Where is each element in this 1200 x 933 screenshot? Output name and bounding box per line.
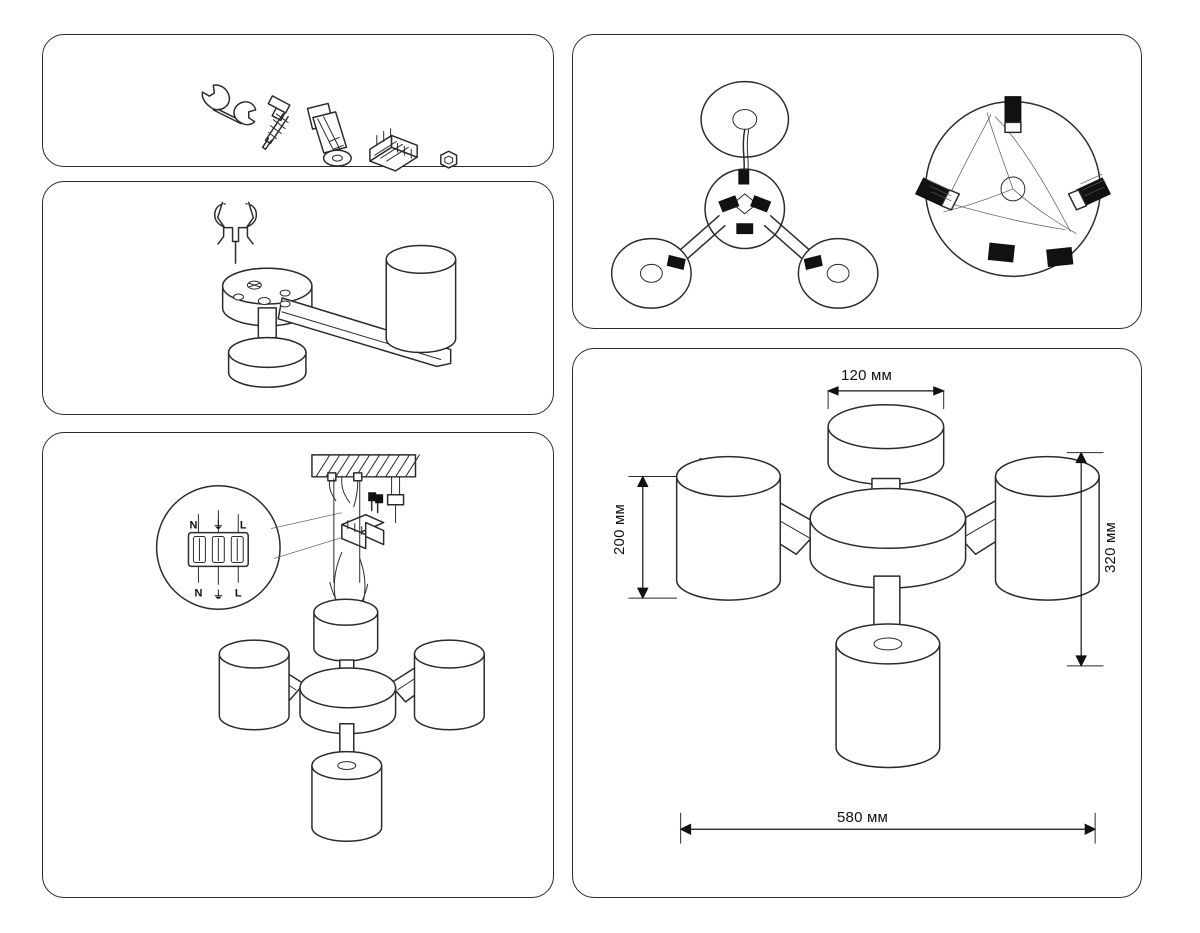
- dimensions-panel: [572, 348, 1142, 898]
- ceiling-bracket: [223, 268, 312, 387]
- wire-label-earth-top: ⏚: [212, 519, 224, 532]
- wiring-and-assembly-panel: [42, 432, 554, 898]
- hex-nut-icon: [441, 151, 457, 168]
- wire-label-l-bottom: L: [234, 587, 242, 600]
- fixture-bottom-view: [916, 35, 1200, 276]
- bracket-mounting-panel: [42, 181, 554, 415]
- wiring-detail-callout: [157, 486, 342, 609]
- fixture-overview-panel: [572, 34, 1142, 329]
- wrench-icon: [215, 202, 257, 263]
- dowel-icon: [305, 101, 351, 156]
- wrench-icon: [202, 85, 255, 125]
- dimension-label-arm-height: 200 мм: [611, 503, 629, 556]
- fixture-perspective-view: [612, 82, 878, 308]
- terminal-block-icon: [370, 129, 417, 171]
- dimension-label-top-width: 120 мм: [841, 367, 893, 384]
- fixture-dimension-view: [677, 405, 1099, 768]
- screw-icon: [263, 96, 290, 149]
- lamp-assembly: [219, 599, 484, 841]
- dimension-label-total-width: 580 мм: [837, 809, 889, 826]
- wire-label-earth-bottom: ⏚: [212, 589, 224, 602]
- lamp-shade-cylinder: [386, 245, 455, 352]
- wire-label-n-top: N: [189, 519, 198, 532]
- wire-label-n-bottom: N: [194, 587, 203, 600]
- dimension-label-total-height: 320 мм: [1102, 521, 1120, 574]
- parts-and-tools-panel: [42, 34, 554, 167]
- dimension-arm-height: [629, 477, 677, 599]
- washer-icon: [324, 150, 352, 166]
- fixture-terminal-block: [342, 493, 384, 549]
- wire-label-l-top: L: [239, 519, 247, 532]
